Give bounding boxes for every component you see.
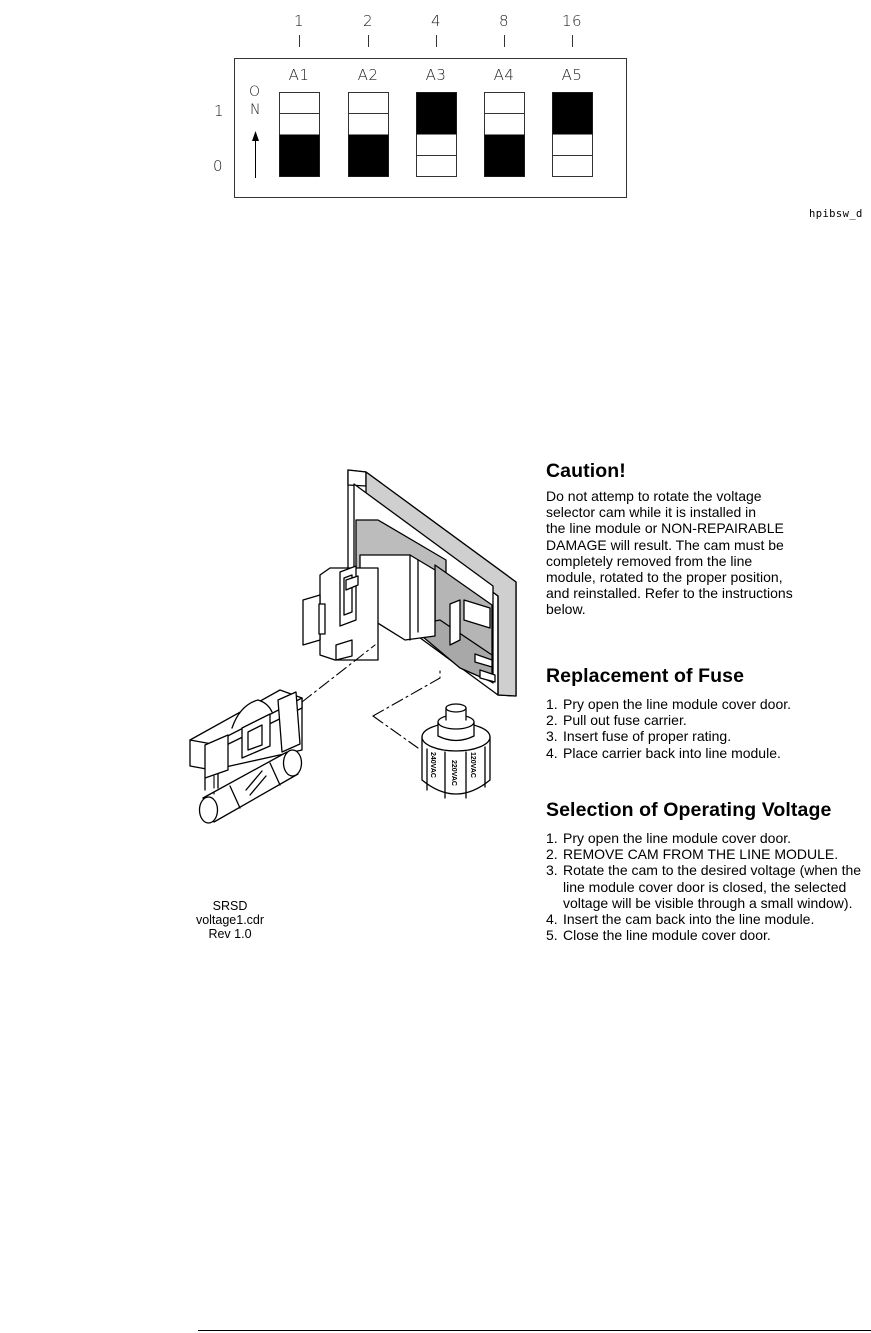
on-label-o: O (249, 84, 261, 100)
step-number: 4. (546, 911, 558, 928)
dip-figure-id: hpibsw_d (809, 208, 863, 220)
caution-line: below. (546, 601, 586, 618)
caution-section (546, 460, 864, 618)
fuse-steps-list (546, 696, 864, 761)
voltage-steps-list (546, 830, 864, 943)
row-label-0: 0 (213, 157, 223, 175)
caution-line: and reinstalled. Refer to the instructions (546, 585, 793, 602)
cam-label-220: 220VAC (450, 760, 457, 786)
caution-line: module, rotated to the proper position, (546, 569, 783, 586)
step-number: 2. (546, 846, 558, 863)
switch-label: A1 (288, 66, 310, 84)
switch-weight-label: 2 (362, 12, 374, 30)
row-label-1: 1 (214, 102, 224, 120)
step-item (546, 745, 864, 761)
step-item (546, 712, 864, 728)
caution-title: Caution! (546, 460, 626, 482)
caution-text (546, 488, 864, 618)
step-item (546, 830, 864, 846)
switch-weight-label: 1 (293, 12, 305, 30)
switch-weight-label: 4 (430, 12, 442, 30)
caption-line: Rev 1.0 (208, 927, 252, 941)
step-item (546, 728, 864, 744)
step-number: 3. (546, 728, 558, 745)
cam-label-120: 120VAC (469, 752, 476, 778)
step-text: REMOVE CAM FROM THE LINE MODULE. (563, 846, 839, 863)
step-number: 4. (546, 744, 558, 761)
caption-line: voltage1.cdr (195, 913, 265, 927)
caution-line: DAMAGE will result. The cam must be (546, 536, 784, 553)
caution-line: the line module or NON-REPAIRABLE (546, 520, 784, 537)
switch-label: A5 (561, 66, 583, 84)
step-text: Insert fuse of proper rating. (563, 728, 732, 745)
step-text: Place carrier back into line module. (563, 744, 781, 761)
step-item (546, 862, 864, 911)
figure-caption (190, 899, 270, 941)
switch-label: A2 (357, 66, 379, 84)
step-text: Pull out fuse carrier. (563, 712, 687, 729)
switch-label: A4 (493, 66, 515, 84)
line-module-door-flange (303, 566, 378, 660)
cam-label-240: 240VAC (429, 752, 436, 778)
switch-weight-label: 16 (561, 12, 583, 30)
caption-line: SRSD (212, 899, 248, 913)
on-label-n: N (250, 102, 261, 118)
step-number: 1. (546, 830, 558, 846)
switch-label: A3 (425, 66, 447, 84)
voltage-selection-section (546, 799, 864, 943)
caution-line: selector cam while it is installed in (546, 504, 757, 521)
step-item (546, 911, 864, 927)
caution-line: Do not attemp to rotate the voltage (546, 488, 762, 504)
step-text: Pry open the line module cover door. (563, 830, 792, 846)
step-text: Rotate the cam to the desired voltage (when the line module cover door is closed, the selected voltage will be visible through a small window). (563, 862, 862, 911)
step-item (546, 927, 864, 943)
fuse-replacement-section (546, 665, 864, 761)
voltage-selection-title: Selection of Operating Voltage (546, 799, 832, 821)
step-number: 2. (546, 712, 558, 729)
step-text: Insert the cam back into the line module. (563, 911, 815, 928)
step-item (546, 846, 864, 862)
step-number: 1. (546, 696, 558, 712)
fuse-replacement-title: Replacement of Fuse (546, 665, 745, 687)
step-item (546, 696, 864, 712)
footer-rule (198, 1330, 871, 1331)
switch-weight-label: 8 (498, 12, 510, 30)
step-number: 5. (546, 927, 558, 944)
step-number: 3. (546, 862, 558, 879)
step-text: Close the line module cover door. (563, 927, 771, 944)
step-text: Pry open the line module cover door. (563, 696, 792, 712)
caution-line: completely removed from the line (546, 552, 753, 569)
